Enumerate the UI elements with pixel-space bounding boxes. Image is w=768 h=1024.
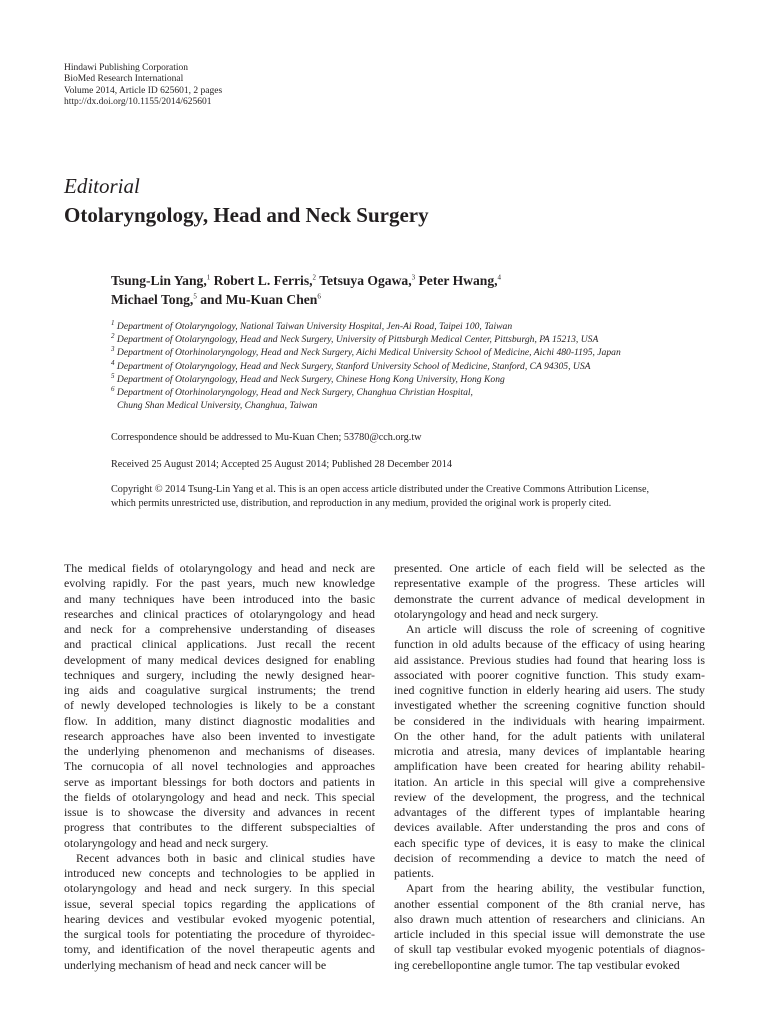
author-name: Robert L. Ferris, bbox=[213, 273, 313, 288]
affiliation-item bbox=[111, 346, 621, 359]
affiliation-list bbox=[111, 320, 621, 412]
body-text-line: issue is to showcase the diversity and advances in recent bbox=[64, 805, 375, 819]
affiliation-mark: 4 bbox=[111, 358, 115, 367]
body-text-line: research approaches have also been invented to investigate bbox=[64, 728, 375, 743]
body-text-line: microtia and atresia, many devices of implantable hearing bbox=[394, 744, 705, 758]
body-text-line: issue, several special topics regarding the applications of bbox=[64, 896, 375, 911]
body-text-line: representative example of the progress. These articles will bbox=[394, 576, 705, 591]
body-text-line: An article will discuss the role of screening of cognitive bbox=[406, 622, 705, 636]
publication-dates: Received 25 August 2014; Accepted 25 August 2014; Published 28 December 2014 bbox=[111, 459, 452, 470]
body-text-line: patients. bbox=[394, 866, 434, 880]
affiliation-text: Department of Otorhinolaryngology, Head and Neck Surgery, Changhua Christian Hospital, bbox=[116, 387, 473, 399]
body-text-line: associated with poorer cognitive function. This study exam- bbox=[394, 667, 705, 682]
body-text-line: progress that contributes to the different subspecialties of bbox=[64, 820, 375, 835]
body-text-line: itation. An article in this special will give a comprehensive bbox=[394, 774, 705, 789]
body-text-line: devices available. After understanding the pros and cons of bbox=[394, 820, 705, 835]
body-text-line: also drawn much attention of researchers and clinicians. An bbox=[394, 911, 705, 926]
author-name: and Mu-Kuan Chen bbox=[200, 292, 318, 307]
body-text-line: otolaryngology and head and neck surgery. bbox=[394, 606, 599, 621]
doi-link[interactable]: http://dx.doi.org/10.1155/2014/625601 bbox=[64, 97, 212, 108]
body-text-line: advantages of the different types of implantable hearing bbox=[394, 805, 705, 819]
body-text-line: flow. In addition, many distinct diagnostic modalities and bbox=[64, 713, 375, 728]
body-text-line: and many techniques have been introduced into the basic bbox=[64, 591, 375, 606]
affiliation-text: Department of Otolaryngology, Head and Neck Surgery, Chinese Hong Kong University, Hong Kong bbox=[116, 373, 505, 385]
author-name: Michael Tong, bbox=[111, 292, 194, 307]
body-text-line: each specific type of devices, it is easy to make the clinical bbox=[394, 835, 705, 850]
body-text-line: development of many medical devices designed for enabling bbox=[64, 652, 375, 667]
body-text-line: amplification have been created for hearing ability rehabil- bbox=[394, 759, 705, 774]
author-line-2 bbox=[111, 290, 501, 309]
body-text-line: of skull tap vestibular evoked myogenic potentials of diagnos- bbox=[394, 942, 705, 957]
author-affiliation-mark: 4 bbox=[497, 273, 502, 282]
body-text-line: article included in this special issue will demonstrate the use bbox=[394, 927, 705, 941]
body-text-line: another essential component of the 8th cranial nerve, has bbox=[394, 896, 705, 911]
affiliation-mark: 3 bbox=[111, 345, 115, 354]
body-text-line: On the other hand, for the adult patients with unilateral bbox=[394, 728, 705, 743]
author-affiliation-mark: 1 bbox=[206, 273, 211, 282]
author-affiliation-mark: 2 bbox=[312, 273, 317, 282]
body-text-line: the fields of otolaryngology and head and neck. This special bbox=[64, 789, 375, 804]
correspondence-note: Correspondence should be addressed to Mu-Kuan Chen; 53780@cch.org.tw bbox=[111, 432, 422, 443]
body-text-line: The cornucopia of all novel technologies and approaches bbox=[64, 759, 375, 774]
body-text-line: tomy, and identification of the novel therapeutic agents and bbox=[64, 942, 375, 957]
affiliation-mark: 2 bbox=[111, 332, 115, 341]
body-text-line: review of the development, the progress, and the technical bbox=[394, 789, 705, 804]
volume-info: Volume 2014, Article ID 625601, 2 pages bbox=[64, 85, 223, 96]
author-affiliation-mark: 6 bbox=[317, 292, 321, 301]
body-text-line: ined cognitive function in elderly hearing aid users. The study bbox=[394, 683, 705, 697]
affiliation-item bbox=[111, 386, 621, 399]
copyright-line: Copyright © 2014 Tsung-Lin Yang et al. This is an open access article distributed under the Creative Commons Attribution License, bbox=[111, 484, 650, 495]
affiliation-text: Department of Otolaryngology, Head and Neck Surgery, University of Pittsburgh Medical Center, Pittsburgh, PA 15213, USA bbox=[116, 334, 599, 346]
affiliation-item bbox=[111, 373, 621, 386]
body-text-line: otolaryngology and head and neck surgery. bbox=[64, 835, 269, 850]
body-text-line: hearing devices and vestibular evoked myogenic potential, bbox=[64, 911, 375, 926]
body-text-line: techniques and surgery, including the newly designed hear- bbox=[64, 667, 375, 682]
body-text-line: presented. One article of each field will be selected as the bbox=[394, 561, 705, 575]
body-column-left bbox=[64, 561, 375, 973]
publisher-name: Hindawi Publishing Corporation bbox=[64, 63, 189, 73]
body-text-line: underlying mechanism of head and neck cancer will be bbox=[64, 957, 327, 972]
affiliation-item bbox=[111, 333, 621, 346]
body-text-line: decision of recommending a device to match the need of bbox=[394, 850, 705, 865]
copyright-notice bbox=[111, 483, 649, 510]
copyright-line: which permits unrestricted use, distribution, and reproduction in any medium, provided the original work is properly cited. bbox=[111, 497, 612, 509]
body-text-line: otolaryngology and head and neck surgery. In this special bbox=[64, 881, 375, 896]
affiliation-text: Department of Otolaryngology, Head and Neck Surgery, Stanford University School of Medicine, Stanford, CA 94305, USA bbox=[116, 360, 591, 372]
body-text-line: aid assistance. Previous studies had found that hearing loss is bbox=[394, 652, 705, 667]
journal-header bbox=[64, 63, 222, 109]
author-name: Tsung-Lin Yang, bbox=[111, 273, 207, 288]
body-text-line: demonstrate the current advance of medical development in bbox=[394, 591, 705, 606]
author-name: Peter Hwang, bbox=[418, 273, 498, 288]
author-list bbox=[111, 271, 501, 309]
body-column-right bbox=[394, 561, 705, 973]
author-affiliation-mark: 5 bbox=[193, 292, 197, 301]
body-text-line: evolving rapidly. For the past years, much new knowledge bbox=[64, 576, 375, 591]
affiliation-mark: 6 bbox=[111, 384, 115, 393]
body-text-line: researches and clinical practices of otolaryngology and head bbox=[64, 606, 375, 621]
body-text-line: The medical fields of otolaryngology and head and neck are bbox=[64, 561, 375, 575]
body-text-line: ing aids and coagulative surgical instruments; the trend bbox=[64, 683, 375, 697]
body-text-line: the underlying phenomenon and mechanisms of diseases. bbox=[64, 744, 375, 758]
article-type: Editorial bbox=[64, 174, 140, 198]
affiliation-text: Department of Otolaryngology, National Taiwan University Hospital, Jen-Ai Road, Taipei 100, Taiwan bbox=[116, 321, 513, 332]
body-text-line: and practical clinical applications. Just recall the recent bbox=[64, 637, 375, 652]
article-title: Otolaryngology, Head and Neck Surgery bbox=[64, 203, 429, 227]
affiliation-mark: 5 bbox=[111, 371, 115, 380]
body-text-line: and neck for a comprehensive understanding of diseases bbox=[64, 622, 375, 636]
author-name: Tetsuya Ogawa, bbox=[319, 273, 412, 288]
body-text-line: function in old adults because of the efficacy of using hearing bbox=[394, 637, 705, 652]
affiliation-item bbox=[111, 320, 621, 333]
body-text-line: serve as important blessings for both doctors and patients in bbox=[64, 774, 375, 789]
author-affiliation-mark: 3 bbox=[411, 273, 416, 282]
affiliation-mark: 1 bbox=[111, 318, 115, 327]
body-text-line: Recent advances both in basic and clinical studies have bbox=[76, 850, 375, 865]
affiliation-text: Department of Otorhinolaryngology, Head and Neck Surgery, Aichi Medical University School of Medicine, Aichi 480-1195, Japan bbox=[116, 347, 621, 359]
journal-name: BioMed Research International bbox=[64, 74, 184, 85]
body-text-line: of newly developed technologies is likely to be a constant bbox=[64, 698, 375, 713]
body-text-line: introduced new concepts and technologies to be applied in bbox=[64, 866, 375, 880]
body-text-line: investigated whether the screening cognitive function should bbox=[394, 698, 705, 713]
body-text-line: Apart from the hearing ability, the vestibular function, bbox=[406, 881, 705, 896]
affiliation-item bbox=[111, 360, 621, 373]
body-text-line: ing cerebellopontine angle tumor. The tap vestibular evoked bbox=[394, 957, 680, 972]
body-text-line: the surgical tools for potentiating the procedure of thyroidec- bbox=[64, 927, 375, 941]
body-text-line: be considered in the individuals with hearing impairment. bbox=[394, 713, 705, 728]
affiliation-continuation: Chung Shan Medical University, Changhua, Taiwan bbox=[117, 400, 318, 412]
author-line-1 bbox=[111, 271, 501, 290]
